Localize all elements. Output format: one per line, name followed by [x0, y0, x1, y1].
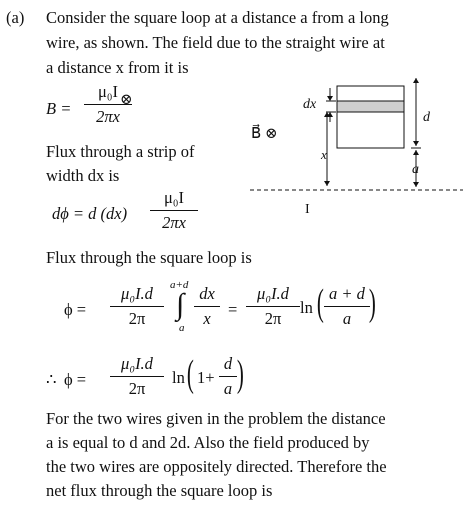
eq-b-denominator: 2πx [96, 106, 120, 126]
strip-line-2: width dx is [46, 166, 120, 185]
current-label: I [305, 202, 310, 217]
eq-phi1-lhs: ϕ = [64, 300, 87, 319]
eq-phi2-fraction-2 [219, 356, 237, 397]
eq-phi2-f2-den: a [223, 378, 233, 398]
otimes-symbol: ⊗ [120, 92, 133, 108]
eq-b-lhs: B = [46, 99, 72, 118]
x-label: x [321, 147, 327, 162]
intro-line-1: Consider the square loop at a distance a from a long [46, 8, 389, 27]
eq-phi2-f1-den: 2π [128, 378, 146, 398]
eq-phi1-equals: = [228, 300, 238, 319]
eq-phi1-f4-den: a [342, 308, 352, 328]
eq-dphi-fraction [150, 190, 198, 231]
conclusion-line-4: net flux through the square loop is [46, 481, 273, 500]
intro-line-2: wire, as shown. The field due to the straight wire at [46, 33, 385, 52]
eq-phi1-f3-num: μ₀I.d [257, 284, 289, 303]
eq-phi2-fraction-1 [110, 356, 164, 397]
eq-phi1-f2-den: x [203, 308, 211, 328]
eq-phi2-one-plus: 1+ [197, 368, 215, 387]
eq-phi1-f1-num: μ₀I.d [121, 284, 153, 303]
field-label: B⃗ ⊗ [251, 126, 278, 142]
integral-upper-limit: a+d [170, 279, 189, 291]
therefore-symbol: ∴ [46, 370, 57, 389]
left-paren-2: ( [186, 353, 194, 395]
eq-b-numerator: μ₀I [97, 82, 119, 101]
strip [337, 101, 404, 112]
eq-phi2-f1-num: μ₀I.d [121, 354, 153, 373]
d-label: d [423, 110, 430, 125]
left-paren: ( [316, 282, 324, 324]
conclusion-line-1: For the two wires given in the problem the distance [46, 409, 386, 428]
square-loop [337, 86, 404, 148]
loop-heading: Flux through the square loop is [46, 248, 252, 267]
eq-dphi-denominator: 2πx [162, 212, 186, 232]
eq-phi1-fraction-2 [194, 286, 220, 327]
right-paren-2: ) [236, 353, 244, 395]
eq-phi2-f2-num: d [223, 354, 233, 373]
part-label: (a) [6, 8, 25, 27]
eq-dphi-lhs: dϕ = d (dx) [52, 204, 128, 223]
strip-line-1: Flux through a strip of [46, 142, 195, 161]
eq-dphi-numerator: μ₀I [163, 188, 185, 207]
integral-lower-limit: a [179, 322, 185, 334]
conclusion-line-3: the two wires are oppositely directed. Therefore the [46, 457, 387, 476]
eq-phi2-lhs: ϕ = [64, 370, 87, 389]
intro-line-3: a distance x from it is [46, 58, 189, 77]
dx-label: dx [303, 97, 317, 112]
right-paren: ) [368, 282, 376, 324]
eq-phi1-fraction-3 [246, 286, 300, 327]
eq-phi1-ln: ln [300, 298, 313, 317]
a-label: a [412, 162, 419, 177]
eq-phi2-ln: ln [172, 368, 185, 387]
conclusion-line-2: a is equal to d and 2d. Also the field produced by [46, 433, 370, 452]
eq-phi1-f2-num: dx [199, 284, 215, 303]
eq-phi1-f3-den: 2π [264, 308, 282, 328]
eq-phi1-fraction-4 [324, 286, 370, 327]
eq-phi1-fraction-1 [110, 286, 164, 327]
eq-phi1-f4-num: a + d [329, 284, 365, 303]
integral-sign: ∫ [176, 288, 185, 321]
eq-phi1-f1-den: 2π [128, 308, 146, 328]
